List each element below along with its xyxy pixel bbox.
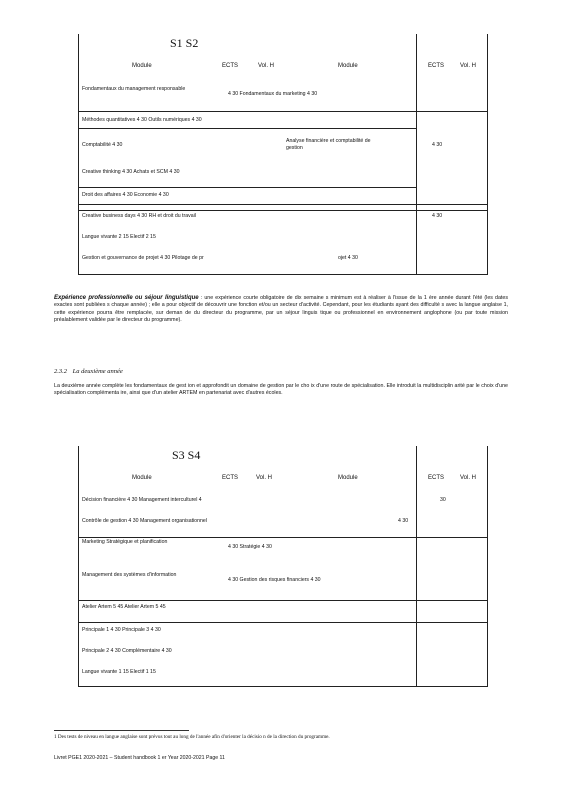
table-cell: Décision financière 4 30 Management interculturel 4 (82, 497, 202, 503)
header-module: Module (338, 475, 358, 481)
row-divider (78, 210, 487, 211)
header-module: Module (132, 63, 152, 69)
section-title: La deuxième année (72, 368, 123, 375)
table-cell: Gestion et gouvernance de projet 4 30 Pilotage de pr (82, 255, 204, 261)
header-ects: ECTS (428, 475, 445, 481)
table-cell: Langue vivante 2 15 Electif 2 15 (82, 234, 156, 240)
page-footer: Livret PGE1 2020-2021 – Student handbook 1 er Year 2020-2021 Page 11 (54, 755, 225, 761)
row-divider (78, 600, 487, 601)
header-ects: ECTS (428, 63, 445, 69)
column-divider (416, 446, 417, 687)
table-cell: Atelier Artem 5 45 Atelier Artem 5 45 (82, 604, 166, 610)
experience-paragraph (54, 295, 508, 325)
table-cell: Management des systèmes d'information (82, 572, 177, 578)
table-cell: 4 30 Stratégie 4 30 (228, 544, 272, 550)
paragraph-lead: Expérience professionnelle ou séjour linguistique (54, 295, 199, 301)
table-cell: 4 30 (432, 142, 443, 148)
table-cell: ojet 4 30 (338, 255, 358, 261)
footnote: 1 Des tests de niveau en langue anglaise sont prévus tout au long de l'année afin d'orienter la décisio n de la direction du programme. (54, 734, 330, 740)
table-cell: Comptabilité 4 30 (82, 142, 123, 148)
section-number: 2.3.2 (54, 368, 67, 375)
table-cell: 4 30 Gestion des risques financiers 4 30 (228, 577, 321, 583)
row-divider (78, 187, 416, 188)
table-cell: 30 (440, 497, 446, 503)
row-divider (78, 111, 487, 112)
table-cell: Creative business days 4 30 RH et droit du travail (82, 213, 196, 219)
section-heading (54, 368, 123, 375)
row-divider (78, 622, 487, 623)
table-cell: 4 30 Fondamentaux du marketing 4 30 (228, 91, 318, 97)
table-cell: Principale 1 4 30 Principale 3 4 30 (82, 627, 161, 633)
table-cell: Creative thinking 4 30 Achats et SCM 4 30 (82, 169, 180, 175)
footnote-rule (54, 730, 189, 731)
header-module: Module (132, 475, 152, 481)
table-cell: Droit des affaires 4 30 Economie 4 30 (82, 192, 169, 198)
header-module: Module (338, 63, 358, 69)
paragraph-text: : une expérience courte obligatoire de dix semaine s minimum est à réaliser à l'issue de la 1 ère année durant l'été (les dates exactes sont publiées s chaque année) ; elle a pour objectif de découvrir une fonction et/ou un secteur d'activité. Cependant, pour les étudiants ayant des difficulté s avec la langue anglaise 1, cette expérience pourra être remplacée, sur deman de du directeur du programme, par un séjour linguis tique ou professionnel en environnement anglophone (ou par toute mission préalablement validée par le directeur du programme). (54, 295, 508, 324)
table-cell: Contrôle de gestion 4 30 Management organisationnel (82, 518, 207, 524)
table-cell: 4 30 (398, 518, 409, 524)
header-volh: Vol. H (256, 475, 273, 481)
row-divider (78, 204, 487, 205)
table-cell: Fondamentaux du management responsable (82, 86, 186, 92)
table-cell: Principale 2 4 30 Complémentaire 4 30 (82, 648, 172, 654)
header-ects: ECTS (222, 475, 239, 481)
table-title: S1 S2 (170, 36, 199, 50)
table-cell: Méthodes quantitatives 4 30 Outils numériques 4 30 (82, 117, 202, 123)
row-divider (78, 128, 416, 129)
table-cell: Analyse financière et comptabilité de gestion (286, 138, 371, 151)
row-divider (78, 537, 487, 538)
header-volh: Vol. H (258, 63, 275, 69)
table-cell: Langue vivante 1 15 Electif 1 15 (82, 669, 156, 675)
column-divider (416, 34, 417, 275)
header-ects: ECTS (222, 63, 239, 69)
table-cell: Marketing Stratégique et planification (82, 539, 168, 545)
table-cell: 4 30 (432, 213, 443, 219)
header-volh: Vol. H (460, 63, 477, 69)
table-title: S3 S4 (172, 448, 201, 462)
header-volh: Vol. H (460, 475, 477, 481)
second-year-paragraph: La deuxième année complète les fondamentaux de gest ion et approfondit un domaine de gestion par le cho ix d'une route de spécialisation. Elle introduit la multidisciplin arité par le choix d'une spécialisation complémenta ire, ainsi que d'un atelier ARTEM en partenariat avec d'autres écoles. (54, 383, 508, 397)
